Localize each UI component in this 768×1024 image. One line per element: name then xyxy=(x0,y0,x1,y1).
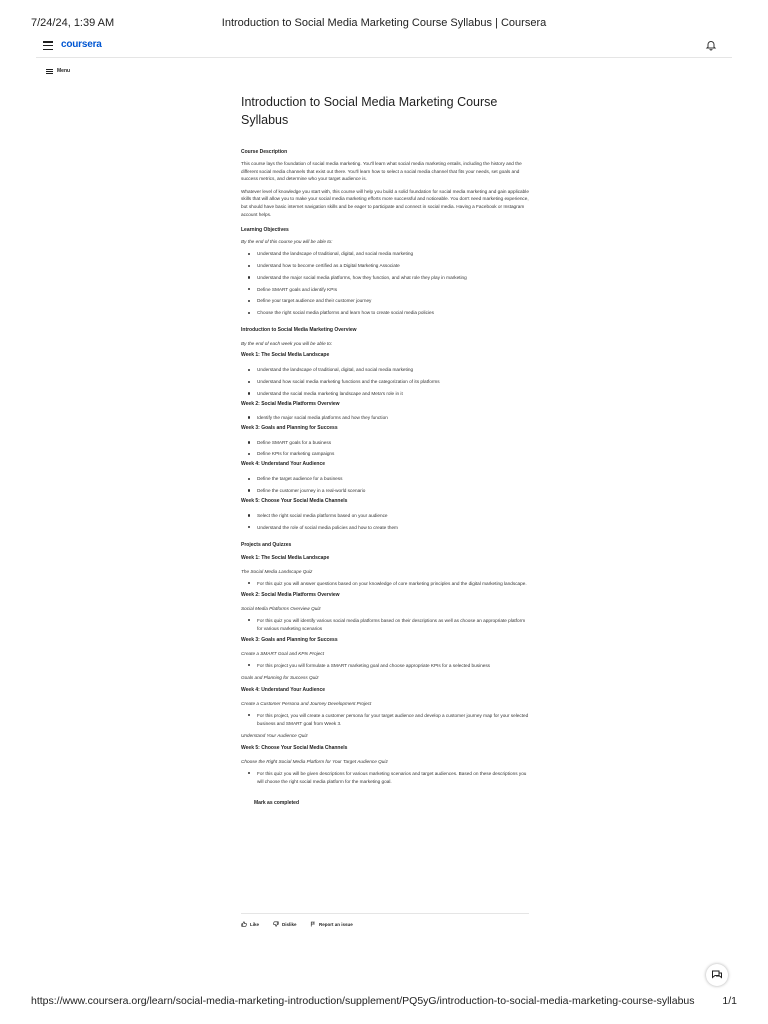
flag-icon xyxy=(310,921,316,927)
project-week-heading: Week 5: Choose Your Social Media Channels xyxy=(241,744,348,751)
overview-heading: Introduction to Social Media Marketing Overview xyxy=(241,327,357,334)
print-header xyxy=(0,17,768,31)
top-navigation-bar xyxy=(36,36,732,58)
list-item: Define SMART goals and identify KPIs xyxy=(241,286,529,293)
week-heading: Week 5: Choose Your Social Media Channels xyxy=(241,497,348,504)
list-item: For this project, you will create a customer persona for your target audience and develop a customer journey map for your selected business and SMART goal from Week 3. xyxy=(241,712,529,728)
thumbs-up-icon xyxy=(241,921,247,927)
week-topics-list xyxy=(241,475,529,494)
assignment-title: Create a Customer Persona and Journey Development Project xyxy=(241,700,372,706)
assignment-details xyxy=(241,712,529,728)
week-topics-list xyxy=(241,512,529,531)
assignment-title: Goals and Planning for Success Quiz xyxy=(241,674,319,680)
project-week-heading: Week 1: The Social Media Landscape xyxy=(241,554,330,561)
notification-bell-icon[interactable] xyxy=(705,39,717,51)
page-title: Introduction to Social Media Marketing Course Syllabus xyxy=(241,95,498,127)
report-issue-button[interactable] xyxy=(310,921,353,927)
dislike-label: Dislike xyxy=(282,921,297,927)
week-topics-list xyxy=(241,439,529,458)
list-item: Define your target audience and their customer journey xyxy=(241,297,529,304)
list-item: Define SMART goals for a business xyxy=(241,439,529,446)
menu-icon xyxy=(46,69,53,75)
list-item: Understand how to become certified as a Digital Marketing Associate xyxy=(241,262,529,269)
assignment-title: Social Media Platforms Overview Quiz xyxy=(241,605,321,611)
list-item: Select the right social media platforms based on your audience xyxy=(241,512,529,519)
project-week-heading: Week 2: Social Media Platforms Overview xyxy=(241,591,340,598)
objectives-list xyxy=(241,250,529,316)
learning-objectives-heading: Learning Objectives xyxy=(241,227,289,234)
list-item: Understand the major social media platforms, how they function, and what role they play in marketing xyxy=(241,274,529,281)
list-item: Understand the landscape of traditional, digital, and social media marketing xyxy=(241,250,529,257)
assignment-title: Understand Your Audience Quiz xyxy=(241,732,308,738)
mark-as-completed-button[interactable]: Mark as completed xyxy=(254,799,300,806)
assignment-title: Choose the Right Social Media Platform for Your Target Audience Quiz xyxy=(241,758,388,764)
chat-icon xyxy=(711,969,723,981)
print-footer xyxy=(31,995,737,1009)
week-heading: Week 4: Understand Your Audience xyxy=(241,461,326,468)
coursera-logo[interactable]: coursera xyxy=(61,39,102,50)
list-item: Understand the social media marketing landscape and Meta's role in it xyxy=(241,390,529,397)
assignment-details xyxy=(241,580,529,588)
project-week-heading: Week 3: Goals and Planning for Success xyxy=(241,636,338,643)
like-button[interactable] xyxy=(241,921,259,927)
list-item: Define the target audience for a business xyxy=(241,475,529,482)
hamburger-menu-icon[interactable] xyxy=(43,41,53,50)
week-topics-list xyxy=(241,414,529,421)
print-datetime: 7/24/24, 1:39 AM xyxy=(31,17,115,29)
assignment-details xyxy=(241,770,529,786)
list-item: For this quiz you will identify various social media platforms based on their descriptions as well as choose an appropriate platform for various marketing scenarios xyxy=(241,617,529,633)
like-label: Like xyxy=(250,921,260,927)
assignment-title: The Social Media Landscape Quiz xyxy=(241,568,313,574)
print-url: https://www.coursera.org/learn/social-media-marketing-introduction/supplement/PQ5yG/introduction-to-social-media-marketing-course-syllabus xyxy=(31,995,695,1007)
print-page-title: Introduction to Social Media Marketing Course Syllabus | Coursera xyxy=(221,17,547,29)
report-label: Report an issue xyxy=(319,921,353,927)
projects-heading: Projects and Quizzes xyxy=(241,541,292,548)
list-item: For this quiz you will answer questions based on your knowledge of core marketing principles and the digital marketing landscape. xyxy=(241,580,529,588)
list-item: For this quiz you will be given descriptions for various marketing scenarios and target audiences. Based on these descriptions you will choose the right social media platform for the marketing goal. xyxy=(241,770,529,786)
thumbs-down-icon xyxy=(273,921,279,927)
assignment-details xyxy=(241,662,529,670)
list-item: Define the customer journey in a real-world scenario xyxy=(241,487,529,494)
syllabus-article xyxy=(241,93,529,807)
list-item: Choose the right social media platforms and learn how to create social media policies xyxy=(241,309,529,316)
course-description-heading: Course Description xyxy=(241,149,288,155)
divider xyxy=(241,913,529,914)
chat-assistant-button[interactable] xyxy=(706,964,728,986)
overview-intro: By the end of each week you will be able to: xyxy=(241,341,333,347)
assignment-details xyxy=(241,617,529,633)
description-paragraph: Whatever level of knowledge you start with, this course will help you build a solid foundation for social media marketing and gain applicable skills that will allow you to make your social media marketing efforts more successful and noticeable. You don't need marketing experience, but should have basic internet navigation skills and be eager to participate and connect in social media. Having a Facebook or Instagram account helps. xyxy=(241,188,529,217)
assignment-title: Create a SMART Goal and KPIs Project xyxy=(241,650,325,656)
dislike-button[interactable] xyxy=(273,921,297,927)
objectives-intro: By the end of this course you will be able to: xyxy=(241,239,333,245)
week-heading: Week 2: Social Media Platforms Overview xyxy=(241,400,340,407)
description-paragraph: This course lays the foundation of social media marketing. You'll learn what social media marketing entails, including the history and the different social media channels that exist out there. You'll learn how to select a social media channel that fits your needs, set goals and success metrics, and determine who your target audience is. xyxy=(241,161,522,182)
list-item: For this project you will formulate a SMART marketing goal and choose appropriate KPIs for a selected business xyxy=(241,662,529,670)
list-item: Identify the major social media platforms and how they function xyxy=(241,414,529,421)
week-heading: Week 3: Goals and Planning for Success xyxy=(241,424,338,431)
week-heading: Week 1: The Social Media Landscape xyxy=(241,352,330,359)
week-topics-list xyxy=(241,366,529,397)
list-item: Understand how social media marketing functions and the categorization of its platforms xyxy=(241,378,529,385)
list-item: Define KPIs for marketing campaigns xyxy=(241,450,529,457)
list-item: Understand the role of social media policies and how to create them xyxy=(241,524,529,531)
menu-label: Menu xyxy=(57,68,71,74)
list-item: Understand the landscape of traditional, digital, and social media marketing xyxy=(241,366,529,373)
print-page-number: 1/1 xyxy=(722,995,737,1007)
project-week-heading: Week 4: Understand Your Audience xyxy=(241,686,326,693)
